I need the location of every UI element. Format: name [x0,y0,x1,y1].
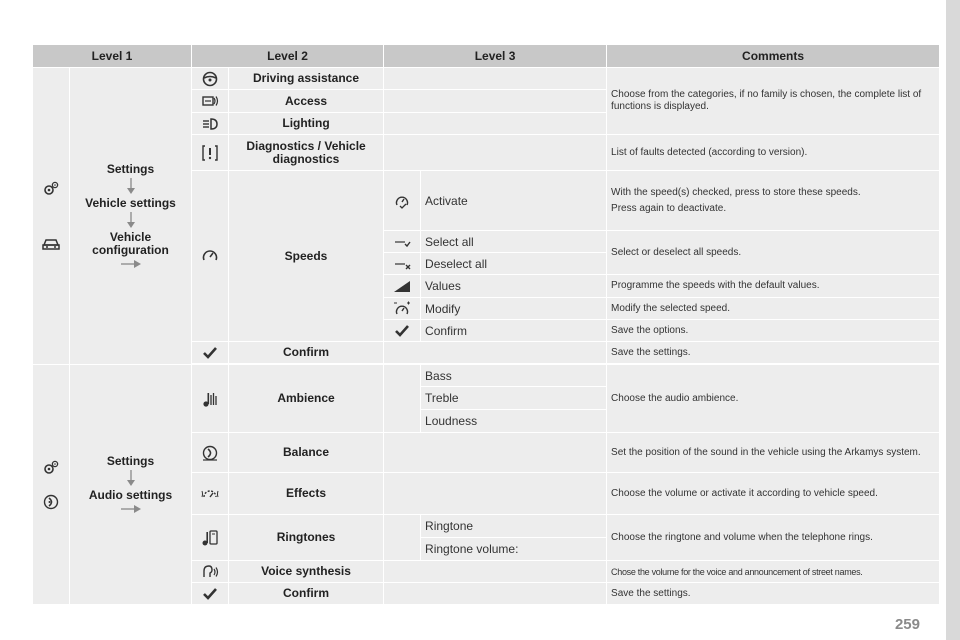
checkmark-icon [393,322,411,340]
deselect-all-item[interactable]: Deselect all [421,253,607,275]
arrow-down-icon [126,470,136,486]
voice-icon [201,563,219,581]
music-note-icon [201,390,219,408]
select-all-icon [393,233,411,251]
arrow-down-icon [126,212,136,228]
car-icon [41,233,61,253]
comment-modify: Modify the selected speed. [607,298,940,320]
bass-item[interactable]: Bass [421,365,607,387]
level1-icons-audio [33,365,70,605]
effects-icon [201,485,219,503]
lighting-item[interactable]: Lighting [229,113,384,135]
ringtone-item[interactable]: Ringtone [421,515,607,538]
balance-item[interactable]: Balance [229,433,384,473]
comment-ambience: Choose the audio ambience. [607,365,940,433]
comment-values: Programme the speeds with the default values. [607,275,940,298]
confirm-settings-item[interactable]: Confirm [229,342,384,364]
treble-item[interactable]: Treble [421,387,607,410]
settings-icon [41,458,61,478]
balance-icon [201,444,219,462]
settings-icon [41,179,61,199]
header-row [33,45,940,68]
comment-confirm-audio: Save the settings. [607,583,940,605]
comment-activate-line1: With the speed(s) checked, press to store these speeds. [611,186,861,198]
confirm-options-item[interactable]: Confirm [421,320,607,342]
comment-voice: Chose the volume for the voice and announcement of street names. [607,561,940,583]
nav-vehicle-settings: Vehicle settings [85,196,176,210]
access-icon [201,92,219,110]
comment-confirm-options: Save the options. [607,320,940,342]
nav-audio-settings: Audio settings [88,488,173,502]
checkmark-icon [201,344,219,362]
page-edge-strip [946,0,960,640]
table-row [33,68,940,90]
comment-categories: Choose from the categories, if no family is chosen, the complete list of functions is displayed. [607,68,940,135]
speed-modify-icon [393,300,411,318]
access-item[interactable]: Access [229,90,384,113]
values-icon [393,277,411,295]
steering-wheel-cell [192,68,229,90]
level1-nav-audio [70,365,192,605]
comment-confirm-settings: Save the settings. [607,342,940,364]
loudness-item[interactable]: Loudness [421,410,607,433]
steering-wheel-icon [201,70,219,88]
effects-item[interactable]: Effects [229,473,384,515]
checkmark-icon [201,585,219,603]
deselect-all-icon [393,255,411,273]
comment-effects: Choose the volume or activate it according to vehicle speed. [607,473,940,515]
speaker-icon [41,492,61,512]
speeds-item[interactable]: Speeds [229,171,384,342]
diagnostics-icon [201,144,219,162]
diagnostics-item[interactable]: Diagnostics / Vehicle diagnostics [229,135,384,171]
comment-ringtones: Choose the ringtone and volume when the telephone rings. [607,515,940,561]
select-all-item[interactable]: Select all [421,231,607,253]
ringtone-icon [201,529,219,547]
voice-synthesis-item[interactable]: Voice synthesis [229,561,384,583]
header-level1: Level 1 [33,45,192,68]
comment-select: Select or deselect all speeds. [607,231,940,275]
header-level2: Level 2 [192,45,384,68]
comment-activate-line2: Press again to deactivate. [611,202,727,214]
lighting-icon [201,115,219,133]
table-row [33,365,940,387]
header-level3: Level 3 [384,45,607,68]
comment-activate [607,171,940,231]
ambience-item[interactable]: Ambience [229,365,384,433]
level1-nav-vehicle [70,68,192,365]
ringtones-item[interactable]: Ringtones [229,515,384,561]
arrow-right-icon [121,259,141,269]
speedometer-icon [201,247,219,265]
confirm-audio-item[interactable]: Confirm [229,583,384,605]
driving-assistance-item[interactable]: Driving assistance [229,68,384,90]
comment-balance: Set the position of the sound in the vehicle using the Arkamys system. [607,433,940,473]
values-item[interactable]: Values [421,275,607,298]
ringtone-volume-item[interactable]: Ringtone volume: [421,538,607,561]
comment-diagnostics: List of faults detected (according to version). [607,135,940,171]
header-comments: Comments [607,45,940,68]
modify-item[interactable]: Modify [421,298,607,320]
page-number: 259 [894,616,920,633]
arrow-down-icon [126,178,136,194]
arrow-right-icon [121,504,141,514]
nav-settings: Settings [106,162,155,176]
activate-item[interactable]: Activate [421,171,607,231]
nav-vehicle-configuration: Vehicle configuration [92,230,169,257]
nav-settings: Settings [106,454,155,468]
speed-activate-icon [393,192,411,210]
settings-menu-table [32,44,940,605]
level1-icons-vehicle [33,68,70,365]
